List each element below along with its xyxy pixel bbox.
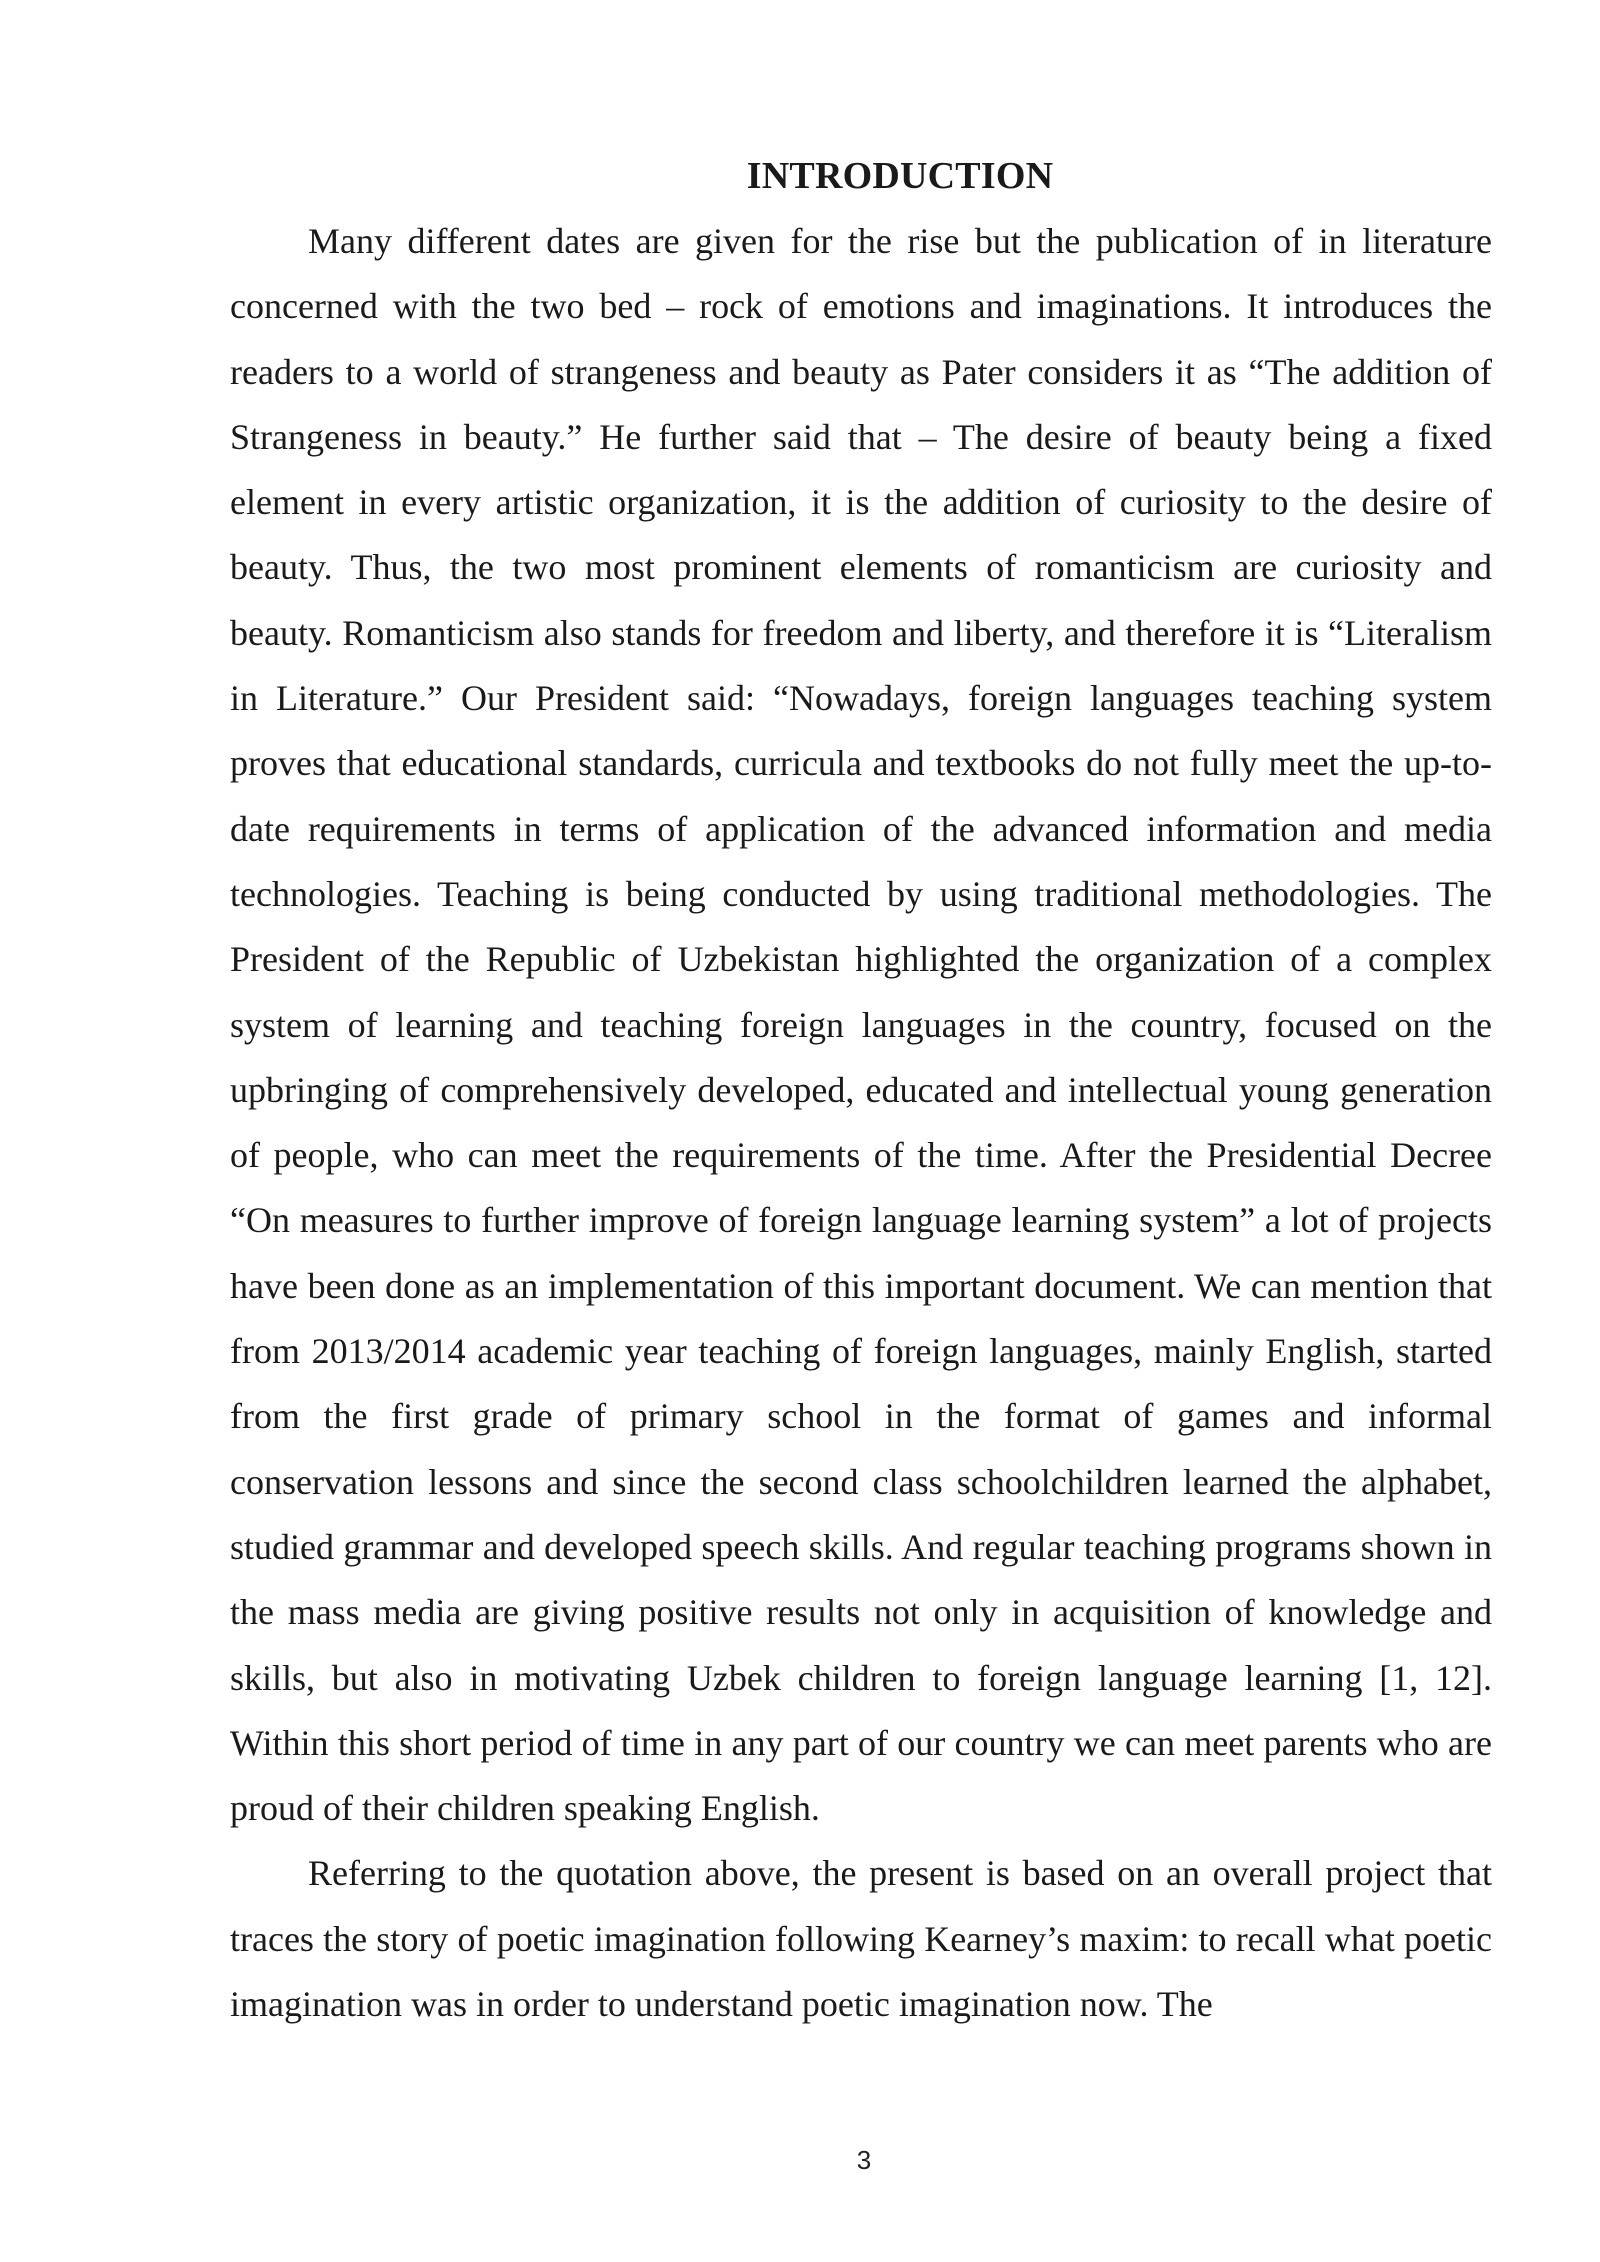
page-number: 3 — [856, 2145, 872, 2175]
body-text — [230, 209, 1492, 2037]
paragraph-1: Many different dates are given for the rise but the publication of in literature concerned with the two bed – rock of emotions and imaginations. It introduces the readers to a world of strangeness and beauty as Pater considers it as “The addition of Strangeness in beauty.” He further said that – The desire of beauty being a fixed element in every artistic organization, it is the addition of curiosity to the desire of beauty. Thus, the two most prominent elements of romanticism are curiosity and beauty. Romanticism also stands for freedom and liberty, and therefore it is “Literalism in Literature.” Our President said: “Nowadays, foreign languages teaching system proves that educational standards, curricula and textbooks do not fully meet the up-to-date requirements in terms of application of the advanced information and media technologies. Teaching is being conducted by using traditional methodologies. The President of the Republic of Uzbekistan highlighted the organization of a complex system of learning and teaching foreign languages in the country, focused on the upbringing of comprehensively developed, educated and intellectual young generation of people, who can meet the requirements of the time. After the Presidential Decree “On measures to further improve of foreign language learning system” a lot of projects have been done as an implementation of this important document. We can mention that from 2013/2014 academic year teaching of foreign languages, mainly English, started from the first grade of primary school in the format of games and informal conservation lessons and since the second class schoolchildren learned the alphabet, studied grammar and developed speech skills. And regular teaching programs shown in the mass media are giving positive results not only in acquisition of knowledge and skills, but also in motivating Uzbek children to foreign language learning [1, 12]. Within this short period of time in any part of our country we can meet parents who are proud of their children speaking English. — [230, 221, 1492, 1829]
page-title: INTRODUCTION — [746, 155, 1054, 197]
paragraph-2: Referring to the quotation above, the present is based on an overall project that traces the story of poetic imagination following Kearney’s maxim: to recall what poetic imagination was in order to understand poetic imagination now. The — [230, 1853, 1492, 2025]
